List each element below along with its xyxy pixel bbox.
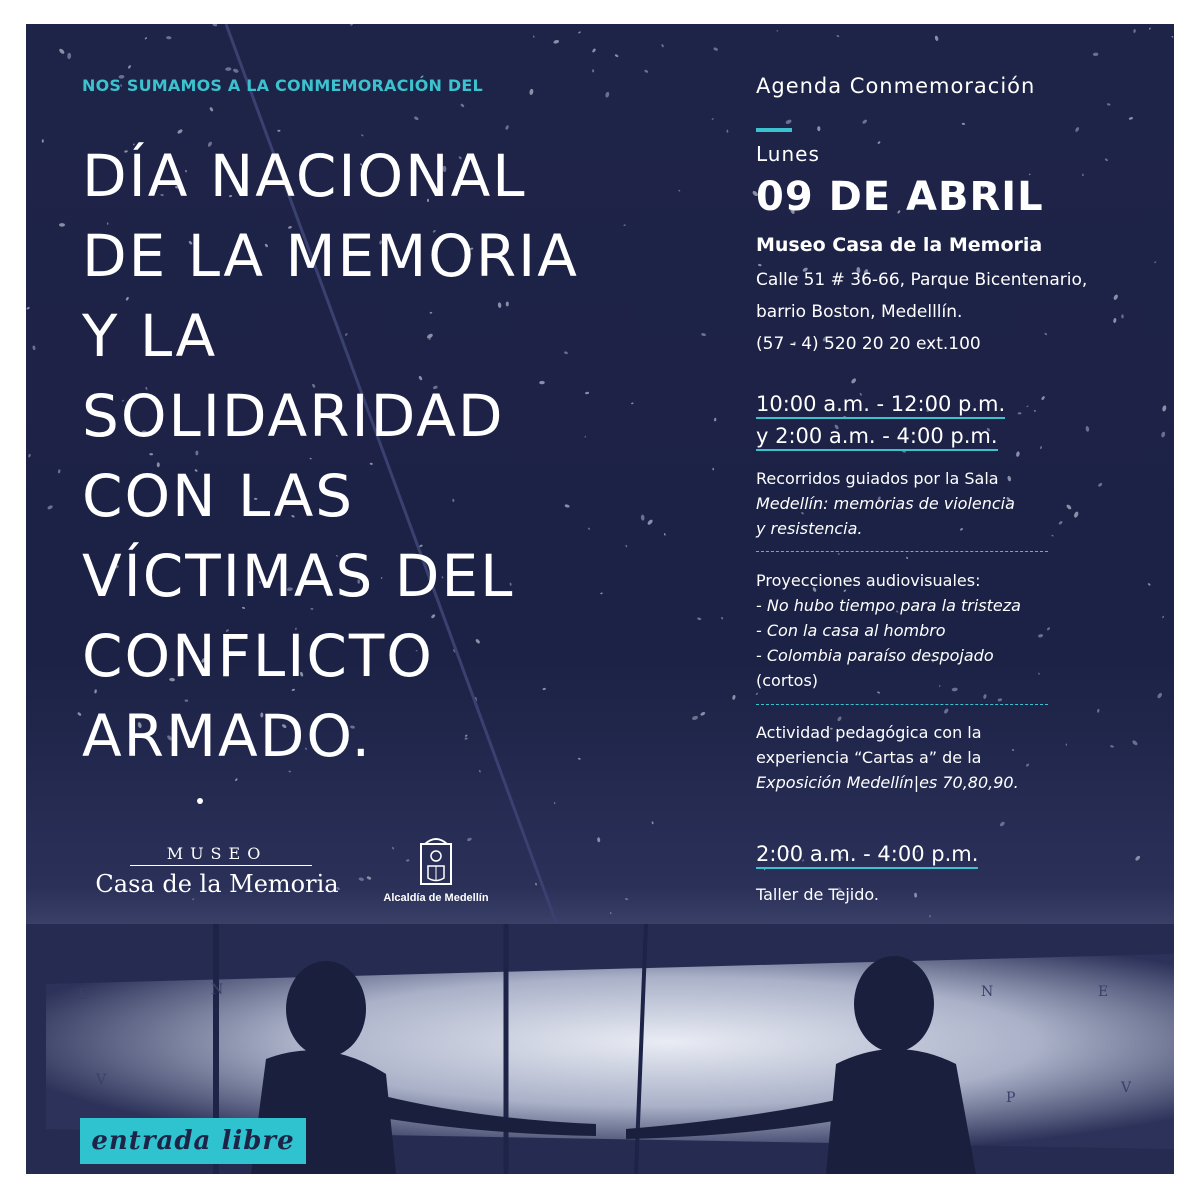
speckle — [1121, 314, 1123, 318]
screening-item: - Colombia paraíso despojado — [756, 646, 994, 665]
speckle — [943, 708, 949, 715]
tours-line: Recorridos guiados por la Sala — [756, 469, 999, 488]
speckle — [1107, 103, 1111, 106]
speckle — [785, 119, 792, 125]
speckle — [47, 505, 54, 511]
speckle — [610, 912, 611, 914]
speckle — [1016, 451, 1021, 457]
alcaldia-logo — [366, 836, 506, 904]
panel-letter: V — [96, 1072, 107, 1088]
screenings-note: (cortos) — [756, 671, 819, 690]
event-date: 09 DE ABRIL — [756, 174, 1044, 220]
speckle — [997, 698, 1002, 702]
speckle — [166, 36, 172, 40]
speckle — [26, 306, 30, 309]
tours-description — [756, 466, 1056, 541]
museo-logo-name: Casa de la Memoria — [95, 870, 339, 898]
speckle — [838, 553, 840, 556]
speckle — [850, 378, 857, 385]
event-weekday: Lunes — [756, 142, 820, 166]
pedagogic-description — [756, 720, 1056, 795]
headline-line: ARMADO. — [82, 702, 373, 770]
speckle — [578, 31, 581, 34]
panel-letter: V — [1121, 1080, 1132, 1096]
agenda-title: Agenda Conmemoración — [756, 74, 1036, 98]
speckle — [413, 116, 419, 121]
speckle — [836, 35, 839, 38]
speckle — [529, 89, 534, 96]
speckle — [128, 65, 132, 69]
speckle — [1073, 511, 1079, 518]
speckle — [1110, 745, 1114, 748]
museo-logo-rule — [130, 865, 312, 866]
venue-phone: (57 - 4) 520 20 20 ext.100 — [756, 334, 981, 354]
speckle — [647, 519, 654, 526]
speckle — [58, 469, 61, 473]
speckle — [631, 402, 634, 404]
speckle — [535, 883, 537, 886]
kicker-text: NOS SUMAMOS A LA CONMEMORACIÓN DEL — [82, 76, 483, 95]
speckle — [929, 915, 931, 918]
speckle — [212, 24, 217, 27]
headline-line: Y LA — [82, 302, 218, 370]
speckle — [623, 224, 626, 226]
speckle — [1034, 410, 1037, 412]
tours-line: y resistencia. — [756, 519, 863, 538]
speckle — [697, 617, 702, 621]
speckle — [235, 778, 239, 782]
headline-line: SOLIDARIDAD — [82, 382, 505, 450]
speckle — [678, 189, 681, 191]
speckle — [999, 821, 1005, 827]
speckle — [553, 39, 560, 44]
speckle — [1113, 294, 1119, 301]
speckle — [58, 48, 65, 55]
speckle — [554, 802, 555, 804]
speckle — [144, 37, 147, 40]
event-poster — [26, 24, 1174, 1174]
panel-letter: N — [981, 984, 994, 1000]
speckle — [776, 30, 778, 32]
speckle — [1134, 855, 1141, 862]
alcaldia-name: Alcaldía de Medellín — [383, 892, 489, 904]
headline-line: CONFLICTO — [82, 622, 434, 690]
tours-line: Medellín: memorias de violencia — [756, 494, 1015, 513]
speckle — [701, 333, 706, 337]
museo-logo — [82, 844, 352, 898]
speckle — [1066, 743, 1068, 746]
speckle — [1098, 482, 1103, 487]
speckle — [625, 545, 627, 548]
speckle — [1085, 426, 1089, 432]
headline-line: VÍCTIMAS DEL — [82, 542, 515, 610]
speckle — [713, 47, 718, 51]
speckle — [1133, 29, 1136, 33]
speckle — [32, 345, 36, 350]
speckle — [661, 44, 664, 48]
speckle — [1104, 158, 1108, 162]
headline-line: CON LAS — [82, 462, 355, 530]
speckle — [605, 91, 610, 98]
headline-line: DÍA NACIONAL — [82, 142, 527, 210]
speckle — [934, 35, 939, 41]
speckle — [691, 715, 698, 721]
speckle — [877, 141, 881, 145]
time-slot: y 2:00 a.m. - 4:00 p.m. — [756, 424, 998, 451]
screenings-heading: Proyecciones audiovisuales: — [756, 571, 981, 590]
speckle — [1044, 332, 1047, 335]
venue-address-line: Calle 51 # 36-66, Parque Bicentenario, — [756, 270, 1088, 290]
speckle — [505, 125, 510, 130]
speckle — [1161, 431, 1166, 438]
speckle — [962, 123, 966, 126]
speckle — [1075, 126, 1080, 132]
speckle — [592, 69, 594, 72]
speckle — [1162, 615, 1165, 618]
speckle — [600, 592, 603, 594]
speckle — [177, 128, 184, 134]
city-coat-of-arms-icon — [419, 836, 453, 888]
speckle — [1026, 405, 1029, 407]
speckle — [664, 533, 666, 536]
speckle — [277, 130, 280, 132]
pedagogic-line: Actividad pedagógica con la — [756, 723, 982, 742]
panel-letter: N — [211, 982, 224, 998]
speckle — [714, 418, 717, 422]
speckle — [585, 391, 589, 394]
speckle — [1131, 739, 1138, 746]
speckle — [533, 35, 535, 37]
venue-address-line: barrio Boston, Medelllín. — [756, 302, 963, 322]
speckle — [1018, 412, 1022, 414]
speckle — [1171, 36, 1173, 38]
panel-letter: E — [1098, 984, 1109, 1000]
speckle — [906, 556, 909, 559]
workshop-description: Taller de Tejido. — [756, 885, 879, 904]
event-venue: Museo Casa de la Memoria — [756, 234, 1043, 256]
speckle — [1113, 318, 1117, 323]
speckle — [67, 53, 71, 60]
speckle — [726, 130, 728, 133]
screening-item: - Con la casa al hombro — [756, 621, 946, 640]
speckle — [732, 695, 736, 700]
speckle — [700, 711, 706, 716]
speckle — [625, 898, 629, 901]
headline — [82, 136, 579, 776]
agenda-title-rule — [756, 128, 792, 132]
headline-line: DE LA MEMORIA — [82, 222, 579, 290]
speckle — [584, 436, 586, 438]
section-divider — [756, 551, 1048, 552]
speckle — [862, 119, 868, 125]
speckle — [192, 898, 195, 900]
section-divider — [756, 704, 1048, 705]
time-slot: 10:00 a.m. - 12:00 p.m. — [756, 392, 1005, 419]
speckle — [817, 126, 820, 131]
speckle — [232, 68, 239, 74]
free-entry-badge: entrada libre — [80, 1118, 306, 1164]
speckle — [758, 264, 762, 267]
speckle — [1154, 261, 1157, 263]
panel-letter: E — [78, 987, 89, 1003]
time-slot: 2:00 a.m. - 4:00 p.m. — [756, 842, 978, 869]
speckle — [1157, 692, 1163, 699]
speckle — [641, 514, 645, 520]
speckle — [588, 527, 591, 530]
speckle — [1066, 504, 1073, 511]
panel-letter: P — [1006, 1090, 1016, 1106]
speckle — [1162, 405, 1167, 412]
speckle — [1147, 583, 1150, 586]
speckle — [28, 454, 31, 458]
speckle — [1129, 117, 1134, 121]
speckle — [1097, 709, 1100, 713]
museo-logo-word: MUSEO — [166, 844, 268, 863]
speckle — [225, 67, 231, 71]
speckle — [358, 877, 364, 882]
speckle — [209, 107, 214, 112]
speckle — [42, 139, 44, 142]
speckle — [59, 223, 65, 227]
speckle — [1082, 173, 1084, 176]
speckle — [721, 617, 723, 620]
speckle — [1041, 396, 1046, 401]
speckle — [597, 837, 601, 842]
speckle — [1058, 520, 1063, 525]
speckle — [1093, 52, 1099, 56]
speckle — [983, 694, 987, 700]
decorative-dot — [197, 798, 203, 804]
speckle — [592, 48, 597, 53]
speckle — [614, 54, 618, 58]
speckle — [350, 24, 354, 26]
pedagogic-line: Exposición Medellín|es 70,80,90. — [756, 773, 1019, 792]
screening-item: - No hubo tiempo para la tristeza — [756, 596, 1021, 615]
speckle — [1040, 446, 1043, 449]
speckle — [1149, 27, 1151, 30]
speckle — [460, 103, 465, 108]
screenings-description — [756, 568, 1056, 693]
pedagogic-line: experiencia “Cartas a” de la — [756, 748, 982, 767]
speckle — [711, 118, 714, 120]
speckle — [652, 821, 654, 824]
speckle — [644, 69, 649, 73]
speckle — [712, 468, 714, 471]
